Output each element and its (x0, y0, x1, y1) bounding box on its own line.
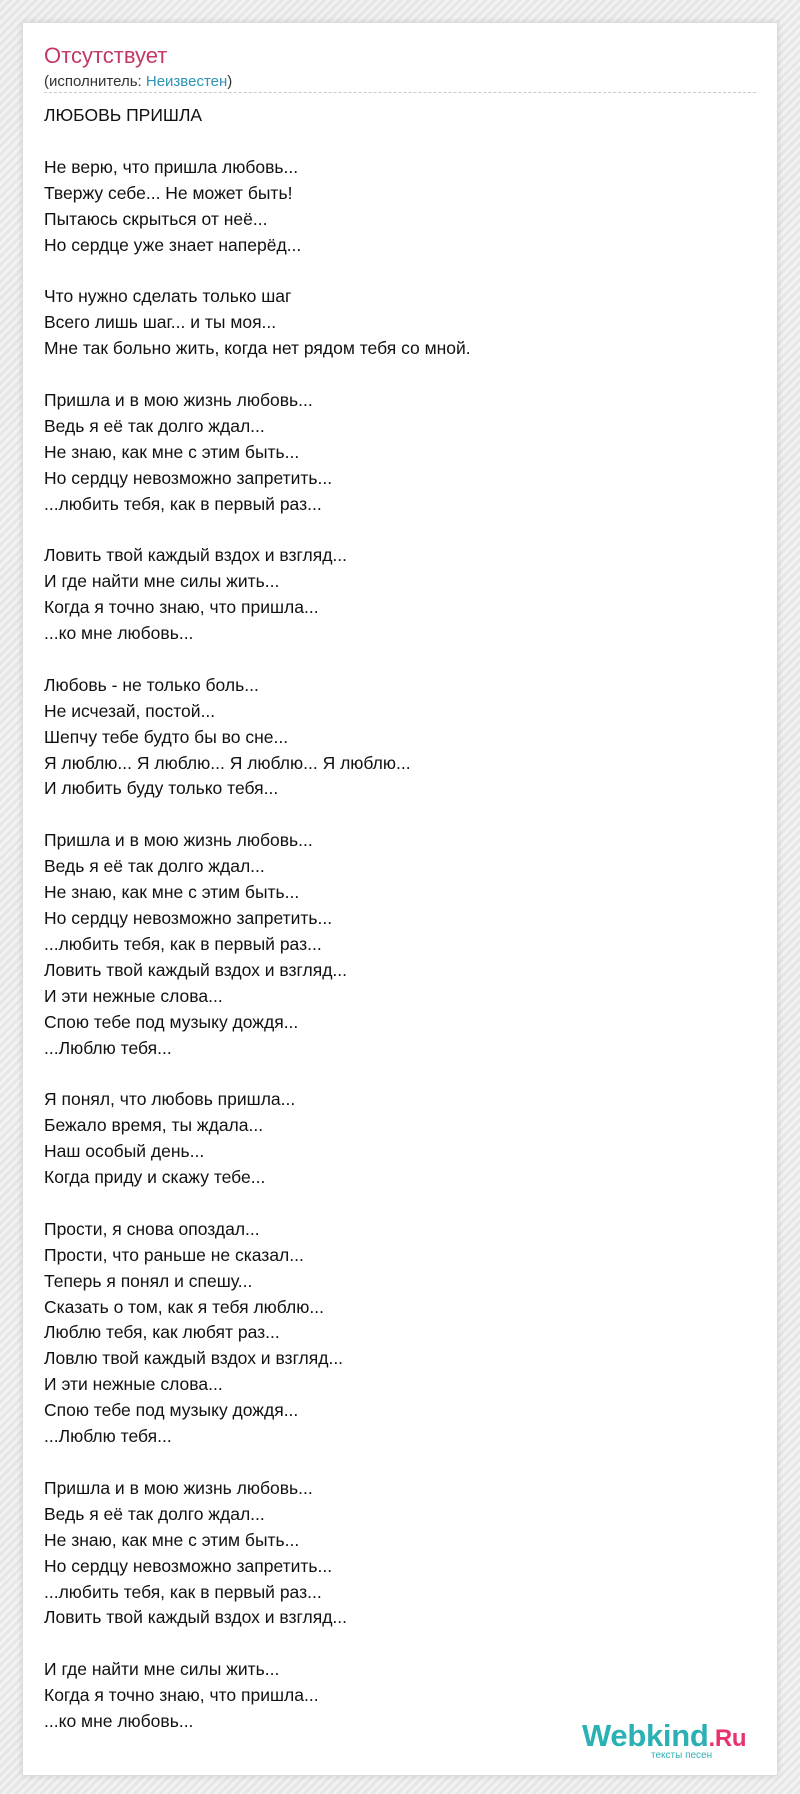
lyric-line: Прости, я снова опоздал... (44, 1218, 260, 1239)
lyric-line: Теперь я понял и спешу... (44, 1270, 253, 1291)
lyric-line: Прости, что раньше не сказал... (44, 1244, 304, 1265)
stanza-break (44, 802, 756, 828)
lyric-line: Но сердце уже знает наперёд... (44, 234, 302, 255)
lyric-line: Ловлю твой каждый вздох и взгляд... (44, 1348, 344, 1369)
stanza-break (44, 1631, 756, 1657)
lyric-line: Ведь я её так долго ждал... (44, 856, 265, 877)
artist-prefix: (исполнитель: (44, 73, 146, 90)
lyric-line: Но сердцу невозможно запретить... (44, 908, 333, 928)
stanza-break (44, 129, 756, 155)
logo-tld: .Ru (708, 1725, 747, 1752)
lyric-line: Я люблю... Я люблю... Я люблю... Я люблю... (44, 752, 411, 773)
lyric-line: Мне так больно жить, когда нет рядом тебя со мной. (44, 338, 471, 359)
webkind-logo[interactable] (560, 1718, 760, 1761)
lyric-line: Ловить твой каждый вздох и взгляд... (44, 545, 348, 566)
lyric-line: ...любить тебя, как в первый раз... (44, 933, 322, 954)
logo-tagline: тексты песен (651, 1750, 713, 1761)
lyric-line: ...любить тебя, как в первый раз... (44, 493, 322, 514)
stanza-break (44, 517, 756, 543)
lyric-line: ...ко мне любовь... (44, 623, 194, 644)
lyric-line: Когда я точно знаю, что пришла... (44, 1685, 319, 1706)
lyric-line: Ловить твой каждый вздох и взгляд... (44, 959, 348, 980)
lyric-line: Но сердцу невозможно запретить... (44, 1555, 333, 1576)
artist-suffix: ) (227, 73, 233, 90)
lyric-line: ЛЮБОВЬ ПРИШЛА (44, 105, 203, 125)
artist-line (44, 73, 232, 90)
lyric-line: Люблю тебя, как любят раз... (44, 1322, 280, 1343)
lyric-line: Ведь я её так долго ждал... (44, 1503, 265, 1524)
logo-name: Webkind (582, 1718, 709, 1753)
artist-link[interactable]: Неизвестен (145, 73, 228, 90)
lyric-line: Когда я точно знаю, что пришла... (44, 597, 319, 618)
lyric-line: Шепчу тебе будто бы во сне... (44, 726, 289, 747)
lyric-line: Сказать о том, как я тебя люблю... (44, 1296, 324, 1317)
lyric-line: ...любить тебя, как в первый раз... (44, 1581, 322, 1602)
lyric-line: Пытаюсь скрыться от неё... (44, 208, 268, 229)
lyric-line: Я понял, что любовь пришла... (44, 1089, 296, 1110)
logo-wordmark (582, 1718, 746, 1754)
lyric-line: Когда приду и скажу тебе... (44, 1167, 266, 1188)
lyric-line: Бежало время, ты ждала... (44, 1115, 264, 1136)
lyric-line: Всего лишь шаг... и ты моя... (44, 312, 277, 333)
lyric-line: И эти нежные слова... (44, 985, 223, 1006)
lyric-line: Не знаю, как мне с этим быть... (44, 441, 300, 462)
stanza-break (44, 1450, 756, 1476)
lyric-line: Не исчезай, постой... (44, 700, 216, 721)
lyric-line: И где найти мне силы жить... (44, 1659, 280, 1680)
lyric-line: И где найти мне силы жить... (44, 571, 280, 592)
stanza-break (44, 1061, 756, 1087)
lyric-line: Что нужно сделать только шаг (44, 286, 292, 307)
lyric-line: Любовь - не только боль... (44, 674, 259, 695)
song-title: Отсутствует (44, 43, 168, 68)
lyric-line: Ловить твой каждый вздох и взгляд... (44, 1607, 348, 1628)
divider (44, 92, 756, 93)
lyric-line: Пришла и в мою жизнь любовь... (44, 830, 313, 851)
lyric-line: Не знаю, как мне с этим быть... (44, 1529, 300, 1550)
lyric-line: Пришла и в мою жизнь любовь... (44, 389, 313, 410)
stanza-break (44, 258, 756, 284)
lyric-line: Наш особый день... (44, 1141, 205, 1162)
lyrics-card (22, 22, 778, 1776)
lyric-line: Спою тебе под музыку дождя... (44, 1011, 299, 1032)
lyric-line: ...ко мне любовь... (44, 1711, 194, 1732)
lyric-line: Но сердцу невозможно запретить... (44, 467, 333, 488)
lyric-line: ...Люблю тебя... (44, 1426, 172, 1447)
lyric-line: И эти нежные слова... (44, 1374, 223, 1395)
lyric-line: И любить буду только тебя... (44, 778, 279, 799)
lyric-line: Не верю, что пришла любовь... (44, 156, 299, 177)
lyric-line: Не знаю, как мне с этим быть... (44, 882, 300, 903)
lyric-line: Спою тебе под музыку дождя... (44, 1400, 299, 1421)
lyric-line: Пришла и в мою жизнь любовь... (44, 1477, 313, 1498)
stanza-break (44, 647, 756, 673)
lyric-line: Твержу себе... Не может быть! (44, 182, 293, 203)
stanza-break (44, 362, 756, 388)
lyrics-body (44, 103, 756, 1735)
lyric-line: Ведь я её так долго ждал... (44, 415, 265, 436)
lyric-line: ...Люблю тебя... (44, 1037, 172, 1058)
stanza-break (44, 1191, 756, 1217)
